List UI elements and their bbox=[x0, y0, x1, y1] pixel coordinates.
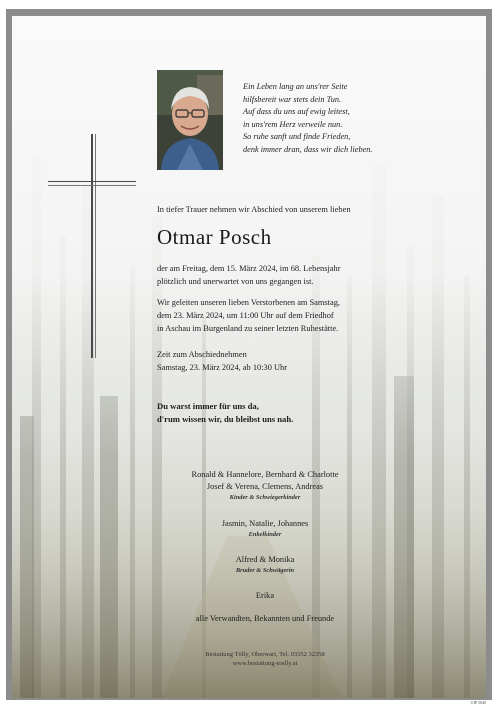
family-group-sibling bbox=[117, 554, 413, 576]
funeral-line: dem 23. März 2024, um 11:00 Uhr auf dem Friedhof bbox=[157, 310, 334, 320]
death-text bbox=[157, 263, 341, 289]
verse-line: Auf dass du uns auf ewig leitest, bbox=[243, 107, 350, 117]
verse-line: Ein Leben lang an uns'rer Seite bbox=[243, 82, 348, 91]
farewell-line: Zeit zum Abschiednehmen bbox=[157, 350, 247, 359]
cross-bar bbox=[48, 181, 136, 182]
farewell-line: Samstag, 23. März 2024, ab 10:30 Uhr bbox=[157, 362, 288, 372]
death-line: der am Freitag, dem 15. März 2024, im 68. Lebensjahr bbox=[157, 264, 341, 273]
quote-line: Du warst immer für uns da, bbox=[157, 401, 259, 411]
family-group-children bbox=[117, 469, 413, 503]
family-names: Jasmin, Natalie, Johannes bbox=[221, 519, 309, 528]
funeral-home-footer bbox=[117, 650, 413, 668]
family-group-grandchildren bbox=[117, 518, 413, 540]
cross-icon-shadow bbox=[95, 134, 96, 358]
verse-line: hilfsbereit war stets dein Tun. bbox=[243, 94, 342, 104]
family-relation: Kinder & Schwiegerkinder bbox=[229, 494, 301, 501]
verse-line: in uns'rem Herz verweile nun. bbox=[243, 119, 343, 129]
cross-bar-shadow bbox=[48, 185, 136, 186]
others-text: alle Verwandten, Bekannten und Freunde bbox=[195, 614, 335, 623]
funeral-line: in Aschau im Burgenland zu seiner letzten Ruhestätte. bbox=[157, 323, 339, 333]
family-names: Alfred & Monika bbox=[235, 555, 295, 564]
family-relation: Bruder & Schwägerin bbox=[235, 567, 295, 574]
family-names: Josef & Verena, Clemens, Andreas bbox=[206, 482, 324, 491]
family-relation: Enkelkinder bbox=[248, 531, 282, 538]
print-code: 0 IP 5040 bbox=[470, 700, 486, 705]
memorial-verse bbox=[243, 81, 463, 157]
footer-line: www.bestattung-toelly.at bbox=[232, 660, 298, 667]
funeral-line: Wir geleiten unseren lieben Verstorbenen am Samstag, bbox=[157, 298, 341, 307]
quote-line: d'rum wissen wir, du bleibst uns nah. bbox=[157, 414, 294, 425]
funeral-text bbox=[157, 297, 340, 335]
portrait-photo bbox=[157, 70, 223, 170]
family-names: Erika bbox=[255, 591, 275, 600]
family-group-erika bbox=[117, 590, 413, 602]
quote-text bbox=[157, 400, 293, 427]
cross-icon bbox=[91, 134, 93, 358]
verse-line: So ruhe sanft und finde Frieden, bbox=[243, 132, 351, 142]
intro-text: In tiefer Trauer nehmen wir Abschied von unserem lieben bbox=[157, 205, 351, 214]
farewell-text bbox=[157, 349, 287, 375]
death-line: plötzlich und unerwartet von uns gegangen ist. bbox=[157, 276, 314, 286]
family-names: Ronald & Hannelore, Bernhard & Charlotte bbox=[191, 470, 339, 479]
footer-line: Bestattung Tölly, Oberwart, Tel. 03352 32358 bbox=[205, 651, 325, 658]
verse-line: denk immer dran, dass wir dich lieben. bbox=[243, 144, 373, 154]
deceased-name: Otmar Posch bbox=[157, 225, 272, 249]
